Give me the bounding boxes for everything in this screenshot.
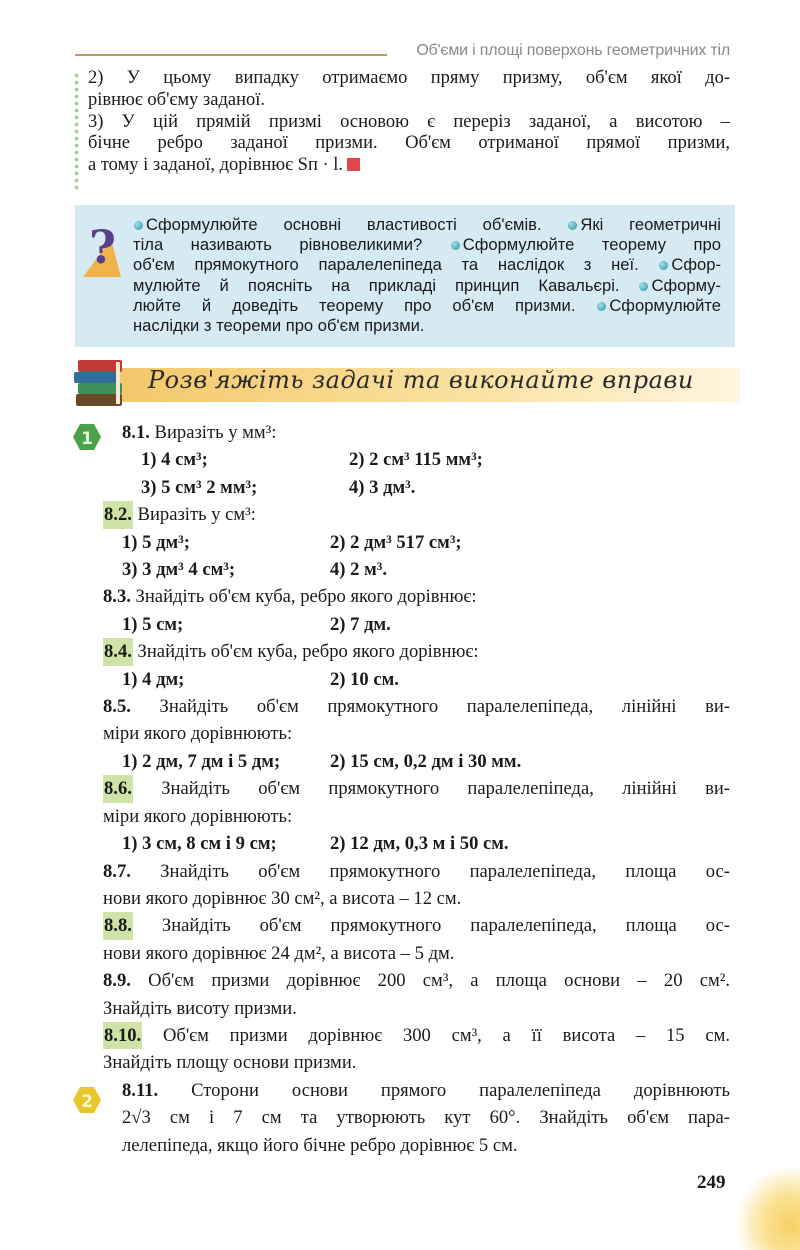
text-line: бічне ребро заданої призми. Об'єм отриманої прямої призми, xyxy=(88,133,730,154)
exercise-line xyxy=(103,583,730,610)
exercise-subitem: 4) 2 м³. xyxy=(330,559,387,581)
exercise-subitems-row xyxy=(103,748,730,775)
section-title: Розв'яжіть задачі та виконайте вправи xyxy=(148,366,694,394)
exercise-text: Знайдіть об'єм прямокутного паралелепіпеда, площа ос- xyxy=(161,915,730,937)
exercise-text: Знайдіть висоту призми. xyxy=(103,997,297,1019)
exercise-subitem: 1) 2 дм, 7 дм і 5 дм; xyxy=(122,750,281,772)
exercise-8-11 xyxy=(103,1077,730,1159)
exercise-line xyxy=(103,967,730,994)
exercise-line xyxy=(103,638,730,665)
bullet-icon xyxy=(451,241,460,250)
text-line: 3) У цій прямій призмі основою є переріз заданої, а висотою – xyxy=(88,111,730,132)
exercise-text: Об'єм призми дорівнює 300 см³, а її висота – 15 см. xyxy=(162,1024,731,1046)
exercise-number: 8.2. xyxy=(103,501,133,528)
svg-text:2: 2 xyxy=(81,1092,93,1112)
exercise-subitems-row xyxy=(103,830,730,857)
exercise-subitem: 1) 3 см, 8 см і 9 см; xyxy=(122,833,277,855)
exercise-subitems-row xyxy=(103,556,730,583)
exercise-text: Знайдіть об'єм прямокутного паралелепіпеда, лінійні ви- xyxy=(159,696,730,718)
exercise-text: Знайдіть площу основи призми. xyxy=(103,1052,357,1074)
exercise-line xyxy=(103,775,730,802)
text-line: рівнює об'єму заданої. xyxy=(88,89,265,110)
question-text: Сформулюйте теорему про xyxy=(462,235,721,255)
exercise-text: Знайдіть об'єм куба, ребро якого дорівнює: xyxy=(135,586,477,608)
exercise-text: міри якого дорівнюють: xyxy=(103,805,293,827)
question-text: мулюйте й поясніть на прикладі принцип Кавальєрі. xyxy=(133,275,639,295)
question-text: Які геометричні xyxy=(580,215,721,234)
svg-text:?: ? xyxy=(89,220,116,274)
question-text: Сфор- xyxy=(671,255,721,275)
exercise-subitem: 2) 12 дм, 0,3 м і 50 см. xyxy=(330,833,509,855)
exercise-text: Знайдіть об'єм прямокутного паралелепіпеда, площа ос- xyxy=(160,860,730,882)
exercise-line xyxy=(103,803,730,830)
exercise-text: Знайдіть об'єм куба, ребро якого дорівнює: xyxy=(137,641,479,663)
proof-continuation xyxy=(88,68,730,177)
exercise-subitem: 4) 3 дм³. xyxy=(349,476,416,498)
exercise-8-9 xyxy=(103,967,730,1022)
exercise-line xyxy=(103,940,730,967)
exercise-line xyxy=(103,1022,730,1049)
exercise-text: Знайдіть об'єм прямокутного паралелепіпеда, лінійні ви- xyxy=(161,778,730,800)
exercise-8-4 xyxy=(103,638,730,693)
bullet-icon xyxy=(659,261,668,270)
exercise-line xyxy=(103,693,730,720)
exercise-line xyxy=(122,1104,730,1131)
exercise-number: 8.11. xyxy=(122,1079,159,1101)
exercise-8-6 xyxy=(103,775,730,857)
question-text: Сформулюйте xyxy=(609,295,721,315)
exercise-text: міри якого дорівнюють: xyxy=(103,723,293,745)
exercise-subitems-row xyxy=(103,611,730,638)
exercise-number: 8.8. xyxy=(103,912,133,939)
exercise-line xyxy=(103,720,730,747)
exercise-text: 2√3 см і 7 см та утворюють кут 60°. Знайдіть об'єм пара- xyxy=(122,1107,730,1129)
exercise-subitems-row xyxy=(122,474,730,501)
exercise-number: 8.6. xyxy=(103,775,133,802)
exercise-8-7 xyxy=(103,858,730,913)
exercise-number: 8.9. xyxy=(103,970,131,992)
exercise-subitem: 1) 5 дм³; xyxy=(122,531,190,553)
question-text: люйте й доведіть теорему про об'єм призми. xyxy=(133,295,597,315)
exercise-line xyxy=(103,858,730,885)
bullet-icon xyxy=(639,282,648,291)
exercise-number: 8.1. xyxy=(122,422,150,443)
text-line-last xyxy=(88,155,730,177)
text-line: а тому і заданої, дорівнює Sп · l. xyxy=(88,155,344,176)
exercise-number: 8.5. xyxy=(103,696,131,718)
exercise-line xyxy=(103,885,730,912)
exercise-line xyxy=(103,995,730,1022)
exercise-8-1 xyxy=(103,419,730,501)
exercise-subitems-row xyxy=(122,446,730,473)
question-text: наслідки з теореми про об'єм призми. xyxy=(133,316,425,336)
exercise-subitems-row xyxy=(103,666,730,693)
exercise-number: 8.4. xyxy=(103,638,133,665)
exercise-8-2 xyxy=(103,501,730,583)
question-text: об'єм прямокутного паралелепіпеда та наслідок з неї. xyxy=(133,255,659,275)
exercise-8-8 xyxy=(103,912,730,967)
dotted-margin-line xyxy=(74,72,79,192)
question-text: Сформу- xyxy=(651,275,721,295)
exercise-subitem: 1) 4 см³; xyxy=(141,449,208,471)
exercise-subitem: 2) 2 дм³ 517 см³; xyxy=(330,531,462,553)
bullet-icon xyxy=(597,302,606,311)
exercise-subitem: 2) 15 см, 0,2 дм і 30 мм. xyxy=(330,750,522,772)
page-number: 249 xyxy=(697,1172,726,1193)
exercise-subitem: 1) 5 см; xyxy=(122,613,184,635)
exercise-subitem: 3) 3 дм³ 4 см³; xyxy=(122,559,236,581)
exercise-text: Об'єм призми дорівнює 200 см³, а площа основи – 20 см². xyxy=(148,970,730,992)
running-header: Об'єми і площі поверхонь геометричних тіл xyxy=(416,42,730,59)
bullet-icon xyxy=(134,221,143,230)
exercise-line xyxy=(122,1132,730,1159)
header-rule xyxy=(75,54,387,56)
level-2-badge xyxy=(72,1086,102,1114)
end-of-proof-icon xyxy=(347,158,360,171)
svg-text:1: 1 xyxy=(81,429,93,449)
question-text: тіла називають рівновеликими? xyxy=(133,235,450,255)
exercise-text: Сторони основи прямого паралелепіпеда дорівнюють xyxy=(191,1079,730,1101)
exercise-number: 8.10. xyxy=(103,1022,142,1049)
review-questions-text xyxy=(133,215,721,336)
exercise-line xyxy=(103,912,730,939)
exercise-text: нови якого дорівнює 24 дм², а висота – 5 дм. xyxy=(103,942,455,964)
exercise-subitems-row xyxy=(103,529,730,556)
text-line: 2) У цьому випадку отримаємо пряму призму, об'єм якої до- xyxy=(88,68,730,88)
bullet-icon xyxy=(568,221,577,230)
exercise-subitem: 2) 2 см³ 115 мм³; xyxy=(349,449,483,471)
exercise-text: нови якого дорівнює 30 см², а висота – 12 см. xyxy=(103,887,462,909)
review-questions-box xyxy=(75,205,735,347)
exercise-list xyxy=(103,419,730,1159)
exercise-line xyxy=(122,419,730,446)
exercise-subitem: 2) 10 см. xyxy=(330,668,399,690)
level-1-badge xyxy=(72,423,102,451)
exercise-subitem: 1) 4 дм; xyxy=(122,668,185,690)
exercise-number: 8.7. xyxy=(103,860,131,882)
exercise-line xyxy=(103,501,730,528)
exercise-8-5 xyxy=(103,693,730,775)
exercise-8-10 xyxy=(103,1022,730,1077)
exercise-text: Виразіть у мм³: xyxy=(154,422,277,443)
exercise-subitem: 2) 7 дм. xyxy=(330,613,391,635)
exercise-line xyxy=(103,1049,730,1076)
books-icon xyxy=(72,356,128,408)
exercise-8-3 xyxy=(103,583,730,638)
exercise-text: лелепіпеда, якщо його бічне ребро дорівнює 5 см. xyxy=(122,1134,518,1156)
exercise-line xyxy=(122,1077,730,1104)
question-mark-icon xyxy=(81,219,123,279)
exercise-subitem: 3) 5 см³ 2 мм³; xyxy=(141,476,258,498)
exercise-number: 8.3. xyxy=(103,586,131,608)
exercise-text: Виразіть у см³: xyxy=(137,504,256,526)
autumn-leaves-decoration xyxy=(735,1165,800,1250)
question-text: Сформулюйте основні властивості об'ємів. xyxy=(146,215,568,234)
